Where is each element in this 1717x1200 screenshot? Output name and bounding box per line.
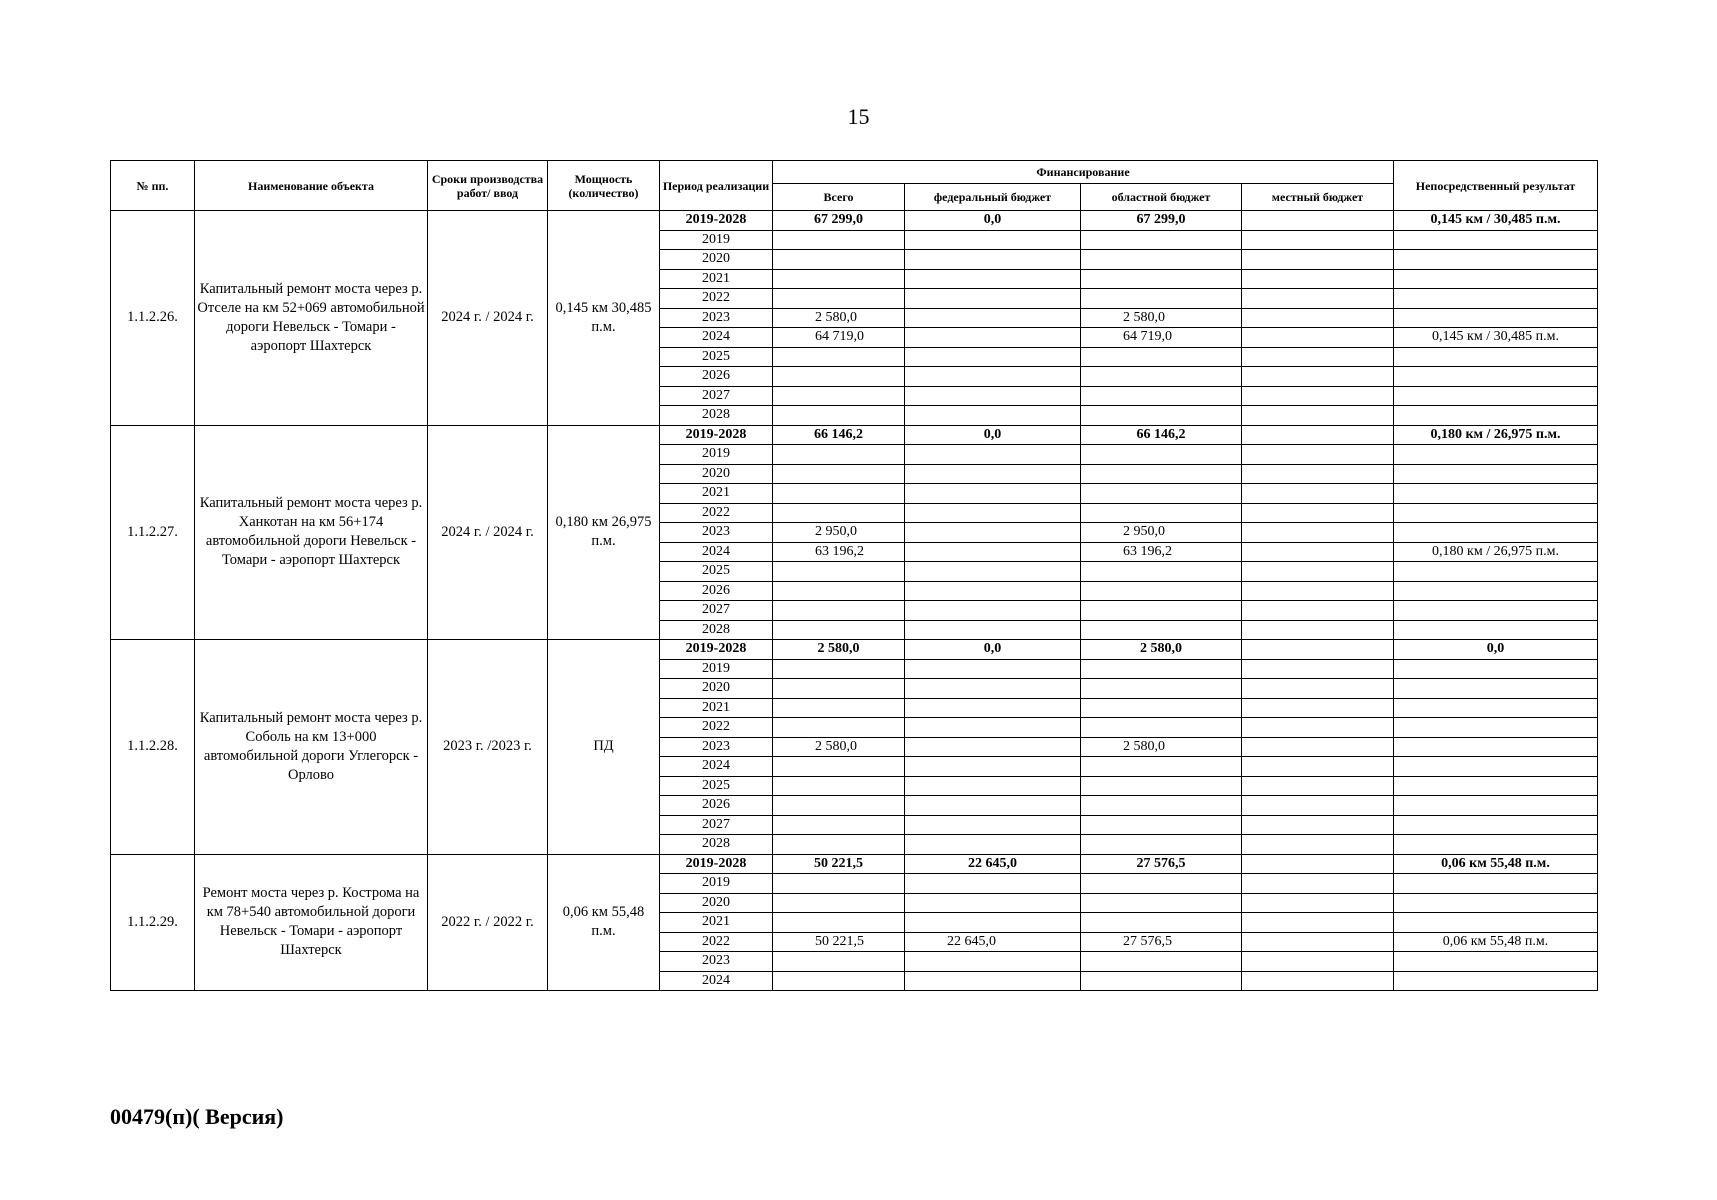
- amount-regional: 67 299,0: [1081, 211, 1242, 231]
- amount-local: [1242, 854, 1394, 874]
- direct-result: [1394, 835, 1598, 855]
- col-header-regional: областной бюджет: [1081, 184, 1242, 211]
- amount-regional: 63 196,2: [1081, 542, 1242, 562]
- amount-regional: [1081, 815, 1242, 835]
- period-year: 2024: [660, 328, 773, 348]
- amount-regional: 64 719,0: [1081, 328, 1242, 348]
- amount-total: 2 580,0: [773, 308, 905, 328]
- period-year: 2021: [660, 484, 773, 504]
- direct-result: 0,180 км / 26,975 п.м.: [1394, 542, 1598, 562]
- amount-local: [1242, 328, 1394, 348]
- period-year: 2028: [660, 835, 773, 855]
- amount-federal: [905, 328, 1081, 348]
- col-header-result: Непосредственный результат: [1394, 161, 1598, 211]
- period-year: 2022: [660, 718, 773, 738]
- amount-regional: [1081, 347, 1242, 367]
- page-number: 15: [847, 104, 870, 129]
- amount-local: [1242, 679, 1394, 699]
- col-header-total: Всего: [773, 184, 905, 211]
- table-row-total: [111, 854, 1598, 874]
- period-year: 2026: [660, 367, 773, 387]
- object-name: Капитальный ремонт моста через р. Соболь на км 13+000 автомобильной дороги Углегорск - Орлово: [195, 640, 428, 855]
- amount-local: [1242, 952, 1394, 972]
- period-year: 2026: [660, 796, 773, 816]
- amount-local: [1242, 659, 1394, 679]
- amount-federal: [905, 523, 1081, 543]
- col-header-federal: федеральный бюджет: [905, 184, 1081, 211]
- amount-local: [1242, 620, 1394, 640]
- col-header-terms: Сроки производства работ/ ввод: [428, 161, 548, 211]
- amount-local: [1242, 523, 1394, 543]
- amount-local: [1242, 874, 1394, 894]
- amount-regional: [1081, 913, 1242, 933]
- direct-result: [1394, 952, 1598, 972]
- amount-regional: [1081, 659, 1242, 679]
- period-year: 2020: [660, 250, 773, 270]
- amount-regional: [1081, 289, 1242, 309]
- amount-total: [773, 776, 905, 796]
- amount-total: [773, 367, 905, 387]
- amount-local: [1242, 601, 1394, 621]
- amount-federal: [905, 250, 1081, 270]
- amount-local: [1242, 425, 1394, 445]
- amount-federal: [905, 815, 1081, 835]
- amount-regional: [1081, 601, 1242, 621]
- direct-result: [1394, 367, 1598, 387]
- col-header-no: № пп.: [111, 161, 195, 211]
- amount-federal: [905, 737, 1081, 757]
- period-year: 2027: [660, 815, 773, 835]
- amount-total: [773, 659, 905, 679]
- amount-federal: [905, 484, 1081, 504]
- object-name: Капитальный ремонт моста через р. Ханкотан на км 56+174 автомобильной дороги Невельск - Томари - аэропорт Шахтерск: [195, 425, 428, 640]
- amount-local: [1242, 367, 1394, 387]
- direct-result: [1394, 406, 1598, 426]
- direct-result: [1394, 581, 1598, 601]
- amount-federal: [905, 835, 1081, 855]
- amount-regional: [1081, 269, 1242, 289]
- direct-result: [1394, 679, 1598, 699]
- amount-local: [1242, 698, 1394, 718]
- amount-regional: [1081, 893, 1242, 913]
- amount-local: [1242, 835, 1394, 855]
- amount-local: [1242, 386, 1394, 406]
- amount-federal: [905, 620, 1081, 640]
- amount-total: [773, 874, 905, 894]
- object-terms: 2022 г. / 2022 г.: [428, 854, 548, 991]
- amount-regional: [1081, 971, 1242, 991]
- amount-federal: [905, 289, 1081, 309]
- amount-total: 2 950,0: [773, 523, 905, 543]
- amount-local: [1242, 971, 1394, 991]
- object-capacity: 0,180 км 26,975 п.м.: [548, 425, 660, 640]
- amount-federal: [905, 874, 1081, 894]
- direct-result: [1394, 737, 1598, 757]
- amount-federal: [905, 445, 1081, 465]
- period-year: 2019: [660, 230, 773, 250]
- amount-local: [1242, 484, 1394, 504]
- direct-result: [1394, 484, 1598, 504]
- amount-total: [773, 386, 905, 406]
- amount-regional: [1081, 620, 1242, 640]
- amount-total: [773, 679, 905, 699]
- amount-federal: [905, 464, 1081, 484]
- direct-result: [1394, 601, 1598, 621]
- col-header-capacity: Мощность (количество): [548, 161, 660, 211]
- amount-federal: [905, 406, 1081, 426]
- period-year: 2019: [660, 445, 773, 465]
- amount-federal: [905, 913, 1081, 933]
- amount-total: [773, 445, 905, 465]
- amount-total: [773, 562, 905, 582]
- amount-regional: 66 146,2: [1081, 425, 1242, 445]
- amount-regional: [1081, 406, 1242, 426]
- amount-total: [773, 698, 905, 718]
- amount-total: [773, 347, 905, 367]
- direct-result: [1394, 913, 1598, 933]
- amount-total: [773, 620, 905, 640]
- table-row-total: [111, 425, 1598, 445]
- amount-regional: [1081, 581, 1242, 601]
- amount-federal: [905, 269, 1081, 289]
- table-row-total: [111, 640, 1598, 660]
- amount-regional: [1081, 679, 1242, 699]
- period-year: 2019: [660, 659, 773, 679]
- amount-total: [773, 230, 905, 250]
- period-year: 2027: [660, 601, 773, 621]
- amount-total: 50 221,5: [773, 932, 905, 952]
- object-terms: 2024 г. / 2024 г.: [428, 211, 548, 426]
- direct-result: [1394, 718, 1598, 738]
- amount-federal: [905, 659, 1081, 679]
- direct-result: [1394, 659, 1598, 679]
- period-year: 2022: [660, 932, 773, 952]
- amount-local: [1242, 718, 1394, 738]
- amount-total: [773, 796, 905, 816]
- amount-local: [1242, 581, 1394, 601]
- period-year: 2019-2028: [660, 640, 773, 660]
- amount-total: 67 299,0: [773, 211, 905, 231]
- amount-regional: [1081, 562, 1242, 582]
- direct-result: [1394, 698, 1598, 718]
- object-number: 1.1.2.27.: [111, 425, 195, 640]
- amount-local: [1242, 250, 1394, 270]
- amount-federal: [905, 367, 1081, 387]
- period-year: 2023: [660, 952, 773, 972]
- amount-regional: [1081, 367, 1242, 387]
- amount-regional: [1081, 757, 1242, 777]
- amount-local: [1242, 640, 1394, 660]
- object-capacity: 0,145 км 30,485 п.м.: [548, 211, 660, 426]
- amount-local: [1242, 445, 1394, 465]
- object-name: Капитальный ремонт моста через р. Отселе на км 52+069 автомобильной дороги Невельск - Томари - аэропорт Шахтерск: [195, 211, 428, 426]
- direct-result: [1394, 445, 1598, 465]
- amount-total: [773, 601, 905, 621]
- period-year: 2024: [660, 971, 773, 991]
- col-header-financing: Финансирование: [773, 161, 1394, 184]
- period-year: 2022: [660, 503, 773, 523]
- amount-federal: [905, 308, 1081, 328]
- period-year: 2020: [660, 679, 773, 699]
- period-year: 2021: [660, 698, 773, 718]
- amount-local: [1242, 542, 1394, 562]
- amount-local: [1242, 347, 1394, 367]
- amount-federal: [905, 503, 1081, 523]
- amount-regional: 27 576,5: [1081, 854, 1242, 874]
- object-terms: 2023 г. /2023 г.: [428, 640, 548, 855]
- direct-result: [1394, 620, 1598, 640]
- amount-regional: 27 576,5: [1081, 932, 1242, 952]
- amount-regional: [1081, 230, 1242, 250]
- amount-total: 2 580,0: [773, 737, 905, 757]
- amount-federal: [905, 893, 1081, 913]
- amount-federal: [905, 581, 1081, 601]
- period-year: 2024: [660, 757, 773, 777]
- amount-local: [1242, 815, 1394, 835]
- col-header-name: Наименование объекта: [195, 161, 428, 211]
- amount-federal: [905, 542, 1081, 562]
- amount-regional: [1081, 503, 1242, 523]
- period-year: 2020: [660, 893, 773, 913]
- amount-federal: [905, 386, 1081, 406]
- period-year: 2024: [660, 542, 773, 562]
- amount-federal: [905, 971, 1081, 991]
- period-year: 2022: [660, 289, 773, 309]
- amount-federal: 0,0: [905, 425, 1081, 445]
- header-row-1: [111, 161, 1598, 184]
- period-year: 2019-2028: [660, 854, 773, 874]
- amount-local: [1242, 308, 1394, 328]
- amount-total: [773, 893, 905, 913]
- direct-result: [1394, 230, 1598, 250]
- amount-regional: [1081, 796, 1242, 816]
- period-year: 2023: [660, 308, 773, 328]
- amount-total: 63 196,2: [773, 542, 905, 562]
- amount-federal: [905, 796, 1081, 816]
- direct-result: [1394, 776, 1598, 796]
- amount-regional: [1081, 776, 1242, 796]
- direct-result: [1394, 874, 1598, 894]
- amount-local: [1242, 932, 1394, 952]
- amount-local: [1242, 737, 1394, 757]
- direct-result: [1394, 971, 1598, 991]
- amount-regional: [1081, 250, 1242, 270]
- amount-local: [1242, 269, 1394, 289]
- amount-total: 66 146,2: [773, 425, 905, 445]
- amount-federal: 22 645,0: [905, 932, 1081, 952]
- amount-local: [1242, 406, 1394, 426]
- amount-regional: [1081, 464, 1242, 484]
- amount-total: [773, 484, 905, 504]
- amount-local: [1242, 230, 1394, 250]
- amount-regional: [1081, 484, 1242, 504]
- amount-federal: [905, 718, 1081, 738]
- object-capacity: ПД: [548, 640, 660, 855]
- col-header-local: местный бюджет: [1242, 184, 1394, 211]
- amount-total: [773, 913, 905, 933]
- direct-result: [1394, 269, 1598, 289]
- period-year: 2027: [660, 386, 773, 406]
- amount-federal: [905, 952, 1081, 972]
- direct-result: [1394, 503, 1598, 523]
- amount-local: [1242, 757, 1394, 777]
- amount-total: [773, 269, 905, 289]
- table-body: [111, 211, 1598, 991]
- col-header-period: Период реализации: [660, 161, 773, 211]
- amount-local: [1242, 893, 1394, 913]
- object-terms: 2024 г. / 2024 г.: [428, 425, 548, 640]
- period-year: 2028: [660, 620, 773, 640]
- amount-local: [1242, 776, 1394, 796]
- period-year: 2021: [660, 913, 773, 933]
- amount-total: [773, 464, 905, 484]
- table-row-total: [111, 211, 1598, 231]
- direct-result: [1394, 757, 1598, 777]
- amount-federal: [905, 562, 1081, 582]
- period-year: 2028: [660, 406, 773, 426]
- amount-total: [773, 815, 905, 835]
- object-number: 1.1.2.26.: [111, 211, 195, 426]
- period-year: 2025: [660, 776, 773, 796]
- amount-total: [773, 718, 905, 738]
- amount-federal: 0,0: [905, 211, 1081, 231]
- period-year: 2026: [660, 581, 773, 601]
- amount-local: [1242, 796, 1394, 816]
- amount-regional: [1081, 835, 1242, 855]
- amount-federal: [905, 230, 1081, 250]
- direct-result: 0,06 км 55,48 п.м.: [1394, 854, 1598, 874]
- amount-regional: [1081, 874, 1242, 894]
- amount-total: 50 221,5: [773, 854, 905, 874]
- amount-federal: [905, 679, 1081, 699]
- amount-local: [1242, 464, 1394, 484]
- amount-regional: [1081, 445, 1242, 465]
- amount-regional: 2 580,0: [1081, 737, 1242, 757]
- direct-result: [1394, 308, 1598, 328]
- amount-regional: 2 950,0: [1081, 523, 1242, 543]
- amount-regional: 2 580,0: [1081, 308, 1242, 328]
- object-name: Ремонт моста через р. Кострома на км 78+540 автомобильной дороги Невельск - Томари - аэропорт Шахтерск: [195, 854, 428, 991]
- amount-total: [773, 289, 905, 309]
- amount-federal: 0,0: [905, 640, 1081, 660]
- object-number: 1.1.2.28.: [111, 640, 195, 855]
- amount-total: [773, 971, 905, 991]
- amount-total: [773, 757, 905, 777]
- direct-result: 0,145 км / 30,485 п.м.: [1394, 328, 1598, 348]
- financing-table: [110, 160, 1598, 991]
- period-year: 2020: [660, 464, 773, 484]
- amount-regional: [1081, 386, 1242, 406]
- direct-result: [1394, 523, 1598, 543]
- amount-regional: 2 580,0: [1081, 640, 1242, 660]
- amount-regional: [1081, 718, 1242, 738]
- direct-result: [1394, 464, 1598, 484]
- amount-local: [1242, 562, 1394, 582]
- direct-result: [1394, 815, 1598, 835]
- period-year: 2025: [660, 347, 773, 367]
- direct-result: 0,06 км 55,48 п.м.: [1394, 932, 1598, 952]
- amount-total: 2 580,0: [773, 640, 905, 660]
- amount-local: [1242, 211, 1394, 231]
- period-year: 2023: [660, 523, 773, 543]
- amount-federal: [905, 757, 1081, 777]
- amount-total: [773, 581, 905, 601]
- period-year: 2023: [660, 737, 773, 757]
- amount-federal: [905, 601, 1081, 621]
- amount-federal: [905, 776, 1081, 796]
- period-year: 2019-2028: [660, 211, 773, 231]
- period-year: 2019: [660, 874, 773, 894]
- object-number: 1.1.2.29.: [111, 854, 195, 991]
- amount-total: [773, 406, 905, 426]
- direct-result: 0,0: [1394, 640, 1598, 660]
- amount-regional: [1081, 698, 1242, 718]
- amount-local: [1242, 913, 1394, 933]
- amount-local: [1242, 289, 1394, 309]
- amount-total: [773, 952, 905, 972]
- amount-regional: [1081, 952, 1242, 972]
- direct-result: 0,145 км / 30,485 п.м.: [1394, 211, 1598, 231]
- object-capacity: 0,06 км 55,48 п.м.: [548, 854, 660, 991]
- amount-federal: [905, 347, 1081, 367]
- amount-local: [1242, 503, 1394, 523]
- period-year: 2021: [660, 269, 773, 289]
- direct-result: [1394, 386, 1598, 406]
- direct-result: [1394, 796, 1598, 816]
- period-year: 2025: [660, 562, 773, 582]
- amount-federal: [905, 698, 1081, 718]
- direct-result: [1394, 250, 1598, 270]
- direct-result: 0,180 км / 26,975 п.м.: [1394, 425, 1598, 445]
- footer-document-code: 00479(п)( Версия): [110, 1104, 284, 1129]
- amount-total: [773, 835, 905, 855]
- amount-total: [773, 503, 905, 523]
- direct-result: [1394, 289, 1598, 309]
- direct-result: [1394, 893, 1598, 913]
- direct-result: [1394, 347, 1598, 367]
- period-year: 2019-2028: [660, 425, 773, 445]
- amount-federal: 22 645,0: [905, 854, 1081, 874]
- amount-total: [773, 250, 905, 270]
- direct-result: [1394, 562, 1598, 582]
- amount-total: 64 719,0: [773, 328, 905, 348]
